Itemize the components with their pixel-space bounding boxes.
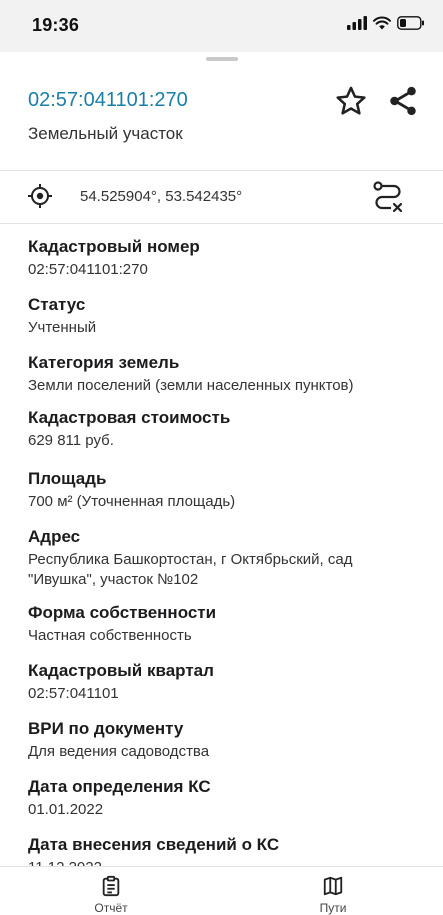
field-address: [28, 526, 428, 590]
coordinates-text: 54.525904°, 53.542435°: [80, 188, 243, 205]
field-value: 02:57:041101:270: [28, 261, 148, 278]
field-value: 02:57:041101: [28, 685, 119, 702]
field-value: Земли поселений (земли населенных пунктов): [28, 377, 354, 394]
share-icon: [386, 84, 420, 118]
status-icons: [347, 16, 425, 30]
field-label: Статус: [28, 295, 86, 314]
map-icon: [322, 875, 344, 897]
field-label: Категория земель: [28, 353, 180, 372]
clipboard-icon: [100, 875, 122, 897]
field-cadastral-quarter: [28, 660, 428, 704]
field-permitted-use: [28, 718, 428, 762]
route-icon[interactable]: [370, 179, 406, 215]
field-value: 01.01.2022: [28, 801, 104, 818]
tab-report[interactable]: [51, 875, 171, 915]
field-status: [28, 294, 428, 338]
field-label: Адрес: [28, 527, 81, 546]
bottom-nav: [0, 866, 443, 915]
sheet-drag-handle[interactable]: [206, 57, 238, 61]
field-value: Учтенный: [28, 319, 97, 336]
target-icon[interactable]: [27, 183, 53, 209]
wifi-icon: [373, 16, 391, 30]
field-label: Кадастровая стоимость: [28, 408, 231, 427]
field-cadastral-value: [28, 407, 428, 451]
field-value: Частная собственность: [28, 627, 192, 644]
field-label: ВРИ по документу: [28, 719, 184, 738]
property-fields: [28, 236, 428, 860]
share-button[interactable]: [386, 84, 420, 118]
field-value: Республика Башкортостан, г Октябрьский, сад "Ивушка", участок №102: [28, 551, 353, 588]
field-ownership-form: [28, 602, 428, 646]
divider: [0, 223, 443, 224]
battery-icon: [397, 16, 425, 30]
field-label: Дата определения КС: [28, 777, 211, 796]
field-value: 700 м² (Уточненная площадь): [28, 493, 236, 510]
favorite-button[interactable]: [334, 84, 368, 118]
coordinates-row[interactable]: [0, 171, 443, 223]
tab-map[interactable]: [273, 875, 393, 915]
field-cadastral-number: [28, 236, 428, 280]
tab-label: Отчёт: [94, 901, 128, 915]
star-icon: [334, 84, 368, 118]
signal-icon: [347, 16, 367, 30]
field-value: 629 811 руб.: [28, 432, 114, 449]
field-label: Кадастровый квартал: [28, 661, 214, 680]
object-type-subtitle: Земельный участок: [28, 124, 183, 143]
tab-label: Пути: [319, 901, 347, 915]
status-bar: [0, 0, 443, 52]
cadastral-title: 02:57:041101:270: [28, 89, 188, 111]
field-land-category: [28, 352, 428, 396]
field-label: Форма собственности: [28, 603, 217, 622]
status-time: 19:36: [32, 15, 80, 35]
field-label: Кадастровый номер: [28, 237, 200, 256]
field-label: Дата внесения сведений о КС: [28, 835, 280, 854]
field-area: [28, 468, 428, 512]
field-label: Площадь: [28, 469, 107, 488]
field-valuation-date: [28, 776, 428, 820]
field-value: Для ведения садоводства: [28, 743, 210, 760]
